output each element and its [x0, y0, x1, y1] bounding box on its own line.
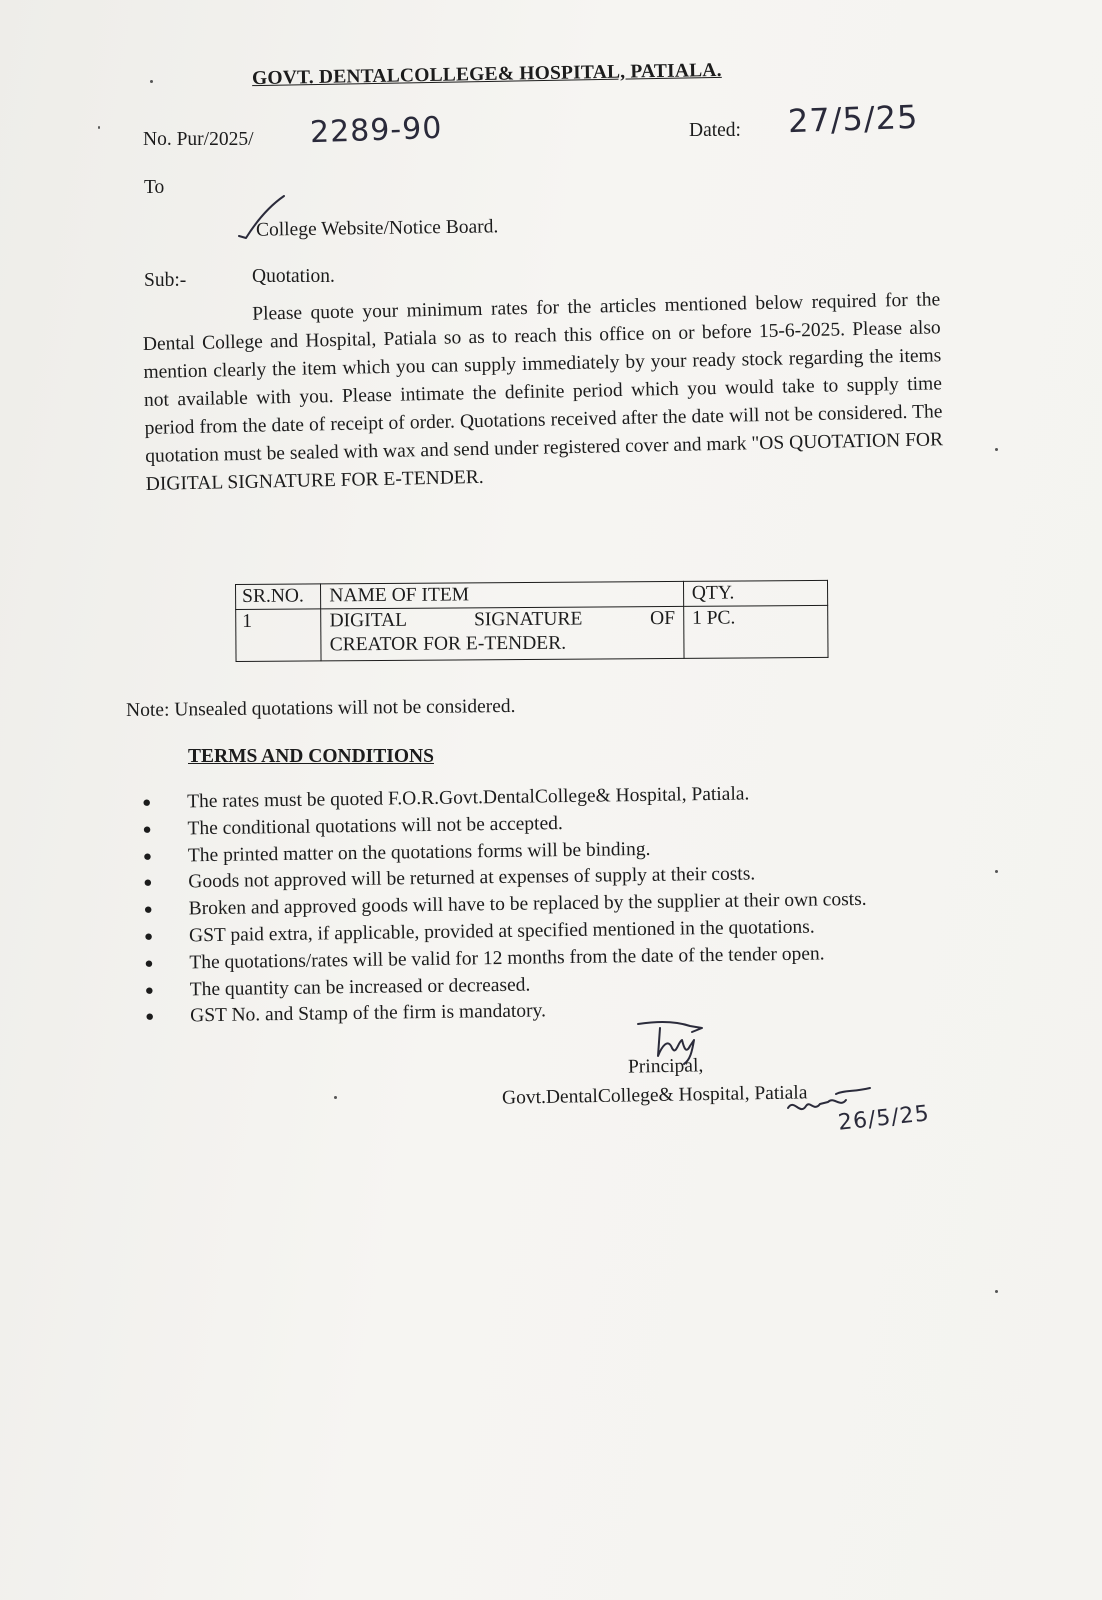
terms-heading: TERMS AND CONDITIONS: [188, 746, 434, 767]
dated-label: Dated:: [689, 120, 741, 141]
body-paragraph: [142, 286, 944, 499]
bullet-icon: ●: [142, 794, 152, 811]
note-text: Note: Unsealed quotations will not be considered.: [126, 695, 516, 721]
table-row: [236, 605, 828, 661]
items-table: [235, 580, 829, 662]
paper-speck: [334, 1096, 337, 1099]
header-qty: QTY.: [683, 580, 827, 606]
paper-speck: [995, 448, 998, 451]
recipient: College Website/Notice Board.: [255, 216, 499, 241]
subject-label: Sub:-: [144, 270, 187, 291]
list-item: ● The printed matter on the quotations forms will be binding.: [141, 833, 866, 870]
paper-speck: [150, 80, 153, 83]
list-item: ● Goods not approved will be returned at expenses of supply at their costs.: [141, 860, 866, 897]
signatory-institution: Govt.DentalCollege& Hospital, Patiala: [501, 1082, 808, 1109]
list-item: ● GST No. and Stamp of the firm is mandatory.: [143, 994, 868, 1031]
paper-speck: [995, 870, 998, 873]
bullet-icon: ●: [143, 875, 153, 892]
bullet-icon: ●: [143, 902, 153, 919]
list-item: ● The quantity can be increased or decreased.: [143, 967, 868, 1004]
list-item: ● The rates must be quoted F.O.R.Govt.DentalCollege& Hospital, Patiala.: [140, 780, 865, 817]
header-sr-no: SR.NO.: [236, 584, 321, 610]
document-title: GOVT. DENTALCOLLEGE& HOSPITAL, PATIALA.: [251, 59, 722, 90]
signatory-designation: Principal,: [627, 1055, 704, 1078]
terms-list: [140, 780, 868, 1031]
bullet-icon: ●: [142, 848, 153, 865]
date-handwritten: 27/5/25: [787, 97, 919, 141]
bullet-icon: ●: [142, 821, 152, 838]
list-item: ● Broken and approved goods will have to be replaced by the supplier at their own costs.: [141, 887, 866, 924]
body-paragraph-text: Please quote your minimum rates for the articles mentioned below required for the Dental College and Hospital, Patiala so as to reach this office on or before 15-6-2025. Please also mention clearly the item which you can supply immediately by your ready stock regarding the items not available with you. Please intimate the definite period which you would take to supply time period from the date of receipt of order. Quotations received after the date will not be considered. The quotation must be sealed with wax and send under registered cover and mark "OS QUOTATION FOR DIGITAL SIGNATURE FOR E-TENDER.: [142, 289, 944, 495]
reference-label: No. Pur/2025/: [143, 129, 254, 150]
list-item: ● The conditional quotations will not be accepted.: [140, 807, 865, 844]
cell-item-name: [321, 606, 684, 661]
item-name-line1: DIGITAL SIGNATURE OF: [329, 607, 676, 632]
bullet-icon: ●: [144, 982, 154, 999]
to-label: To: [144, 177, 165, 198]
bullet-icon: ●: [144, 955, 154, 972]
header-item-name: NAME OF ITEM: [321, 581, 684, 609]
cell-sr-no: 1: [236, 609, 322, 662]
subject-text: Quotation.: [252, 266, 335, 287]
paper-speck: [995, 1290, 998, 1293]
reference-number-handwritten: 2289-90: [309, 110, 443, 151]
list-item: ● The quotations/rates will be valid for 12 months from the date of the tender open.: [142, 941, 867, 978]
item-name-line2: CREATOR FOR E-TENDER.: [329, 632, 567, 656]
bullet-icon: ●: [145, 1009, 155, 1026]
paper-speck: [98, 126, 100, 129]
cell-qty: 1 PC.: [683, 605, 828, 658]
handwritten-date-signature: 26/5/25: [836, 1101, 931, 1136]
bullet-icon: ●: [143, 928, 154, 945]
list-item: ● GST paid extra, if applicable, provided at specified mentioned in the quotations.: [142, 914, 867, 951]
